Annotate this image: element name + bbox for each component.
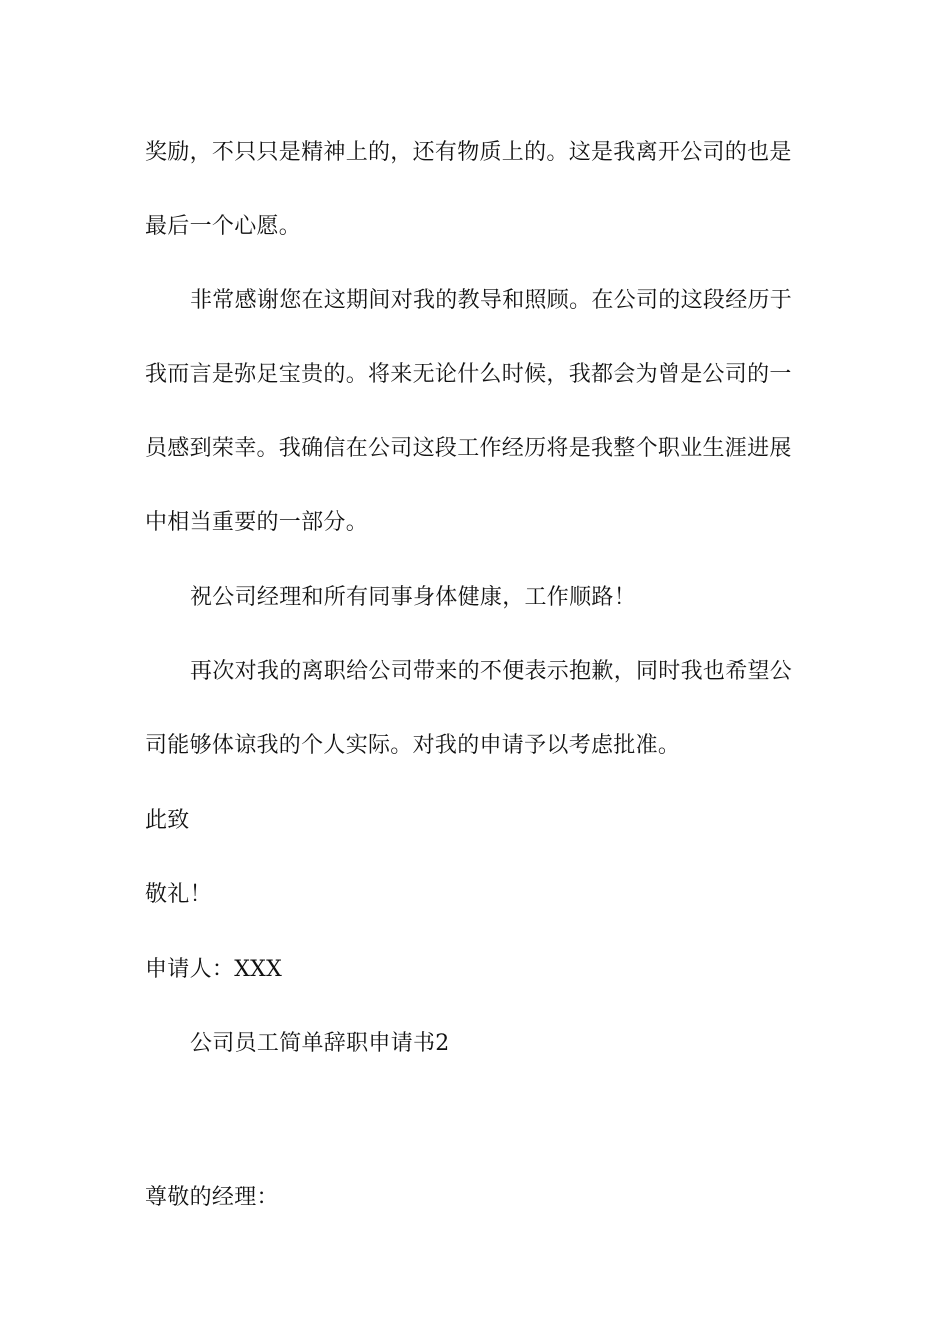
paragraph-line: 再次对我的离职给公司带来的不便表示抱歉，同时我也希望公 xyxy=(190,659,793,684)
paragraph-line: 司能够体谅我的个人实际。对我的申请予以考虑批准。 xyxy=(145,733,681,758)
paragraph-line: 中相当重要的一部分。 xyxy=(145,510,369,535)
paragraph-line: 非常感谢您在这期间对我的教导和照顾。在公司的这段经历于 xyxy=(190,288,793,313)
paragraph-line: 祝公司经理和所有同事身体健康，工作顺路！ xyxy=(190,585,637,610)
greeting-line: 尊敬的经理： xyxy=(145,1185,279,1210)
paragraph-line: 奖励，不只只是精神上的，还有物质上的。这是我离开公司的也是 xyxy=(145,140,792,165)
closing-line: 此致 xyxy=(145,808,190,833)
applicant-line: 申请人：XXX xyxy=(145,957,283,982)
paragraph-line: 员感到荣幸。我确信在公司这段工作经历将是我整个职业生涯进展 xyxy=(145,436,792,461)
salutation-line: 敬礼！ xyxy=(145,882,212,907)
paragraph-line: 最后一个心愿。 xyxy=(145,214,302,239)
section-title: 公司员工简单辞职申请书2 xyxy=(190,1031,450,1056)
paragraph-line: 我而言是弥足宝贵的。将来无论什么时候，我都会为曾是公司的一 xyxy=(145,362,792,387)
